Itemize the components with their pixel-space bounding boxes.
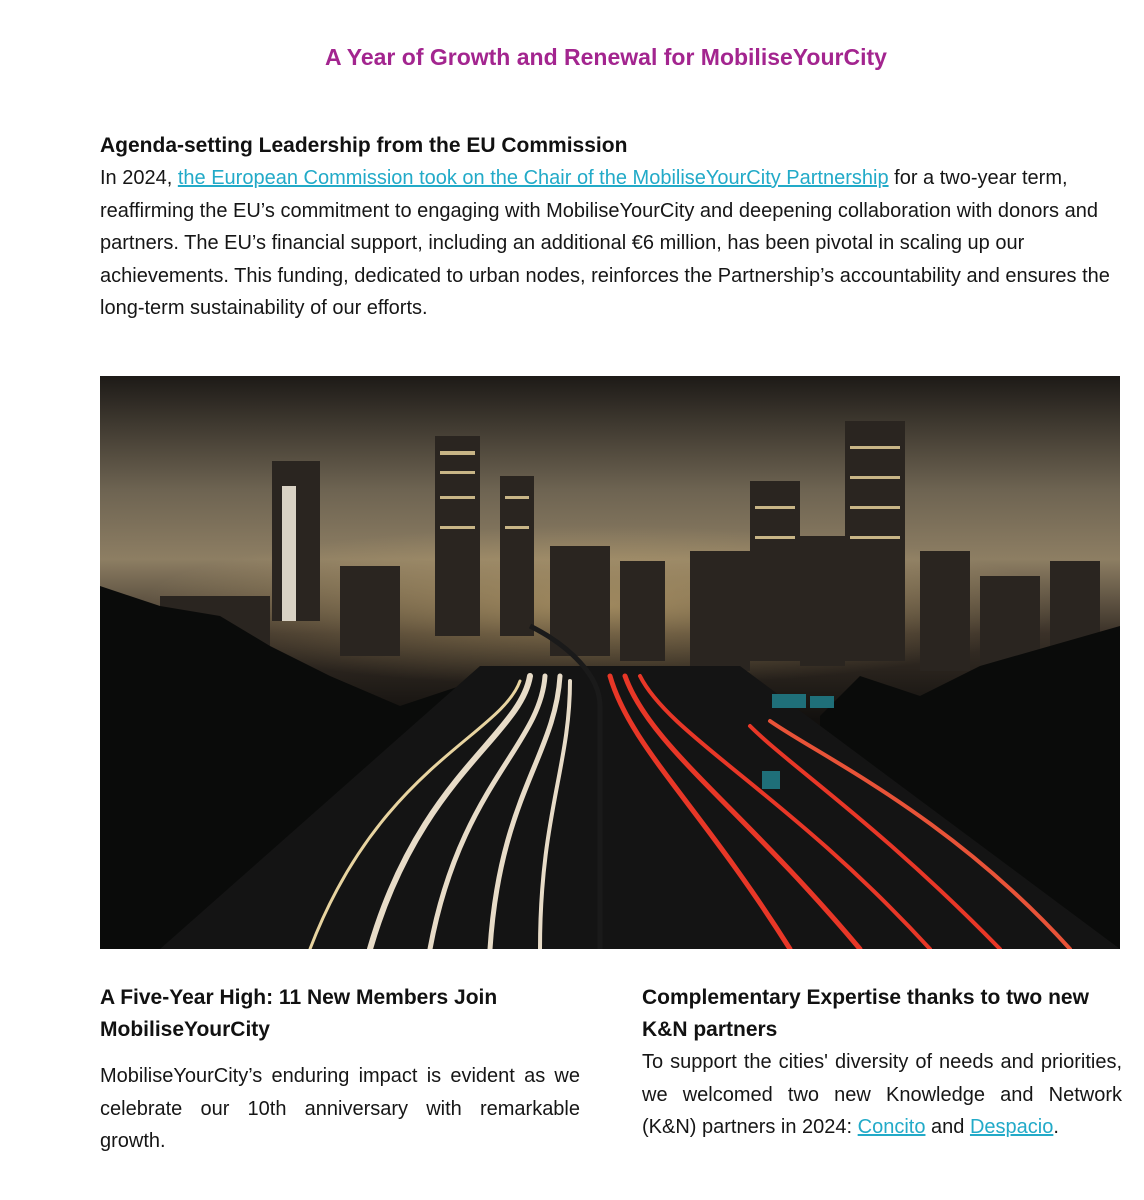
members-paragraph: MobiliseYourCity’s enduring impact is evident as we celebrate our 10th anniversary with remarkable growth. bbox=[100, 1065, 580, 1152]
leadership-intro: In 2024, bbox=[100, 167, 178, 189]
page-title: A Year of Growth and Renewal for MobiliseYourCity bbox=[325, 44, 887, 70]
partners-mid: and bbox=[925, 1116, 970, 1138]
members-heading: A Five-Year High: 11 New Members Join MobiliseYourCity bbox=[100, 986, 498, 1041]
leadership-body: for a two-year term, reaffirming the EU’s commitment to engaging with MobiliseYourCity and deepening collaboration with donors and partners. The EU’s financial support, including an additional €6 million, has been pivotal in scaling up our achievements. This funding, dedicated to urban nodes, reinforces the Partnership’s accountability and ensures the long-term sustainability of our efforts. bbox=[100, 167, 1110, 319]
partners-paragraph bbox=[642, 1046, 1122, 1144]
leadership-paragraph bbox=[100, 162, 1125, 325]
despacio-link[interactable]: Despacio bbox=[969, 1116, 1054, 1138]
eu-chair-link[interactable]: the European Commission took on the Chair of the MobiliseYourCity Partnership bbox=[177, 167, 889, 189]
members-section bbox=[100, 982, 580, 1158]
partners-heading: Complementary Expertise thanks to two new K&N partners bbox=[642, 986, 1089, 1041]
concito-link[interactable]: Concito bbox=[857, 1116, 926, 1138]
partners-section bbox=[642, 982, 1122, 1144]
leadership-heading: Agenda-setting Leadership from the EU Commission bbox=[100, 134, 628, 157]
partners-end: . bbox=[1053, 1116, 1059, 1138]
partners-body: To support the cities' diversity of needs and priorities, we welcomed two new Knowledge and Network (K&N) partners in 2024: bbox=[642, 1051, 1122, 1138]
leadership-section bbox=[100, 130, 1125, 325]
city-night-highway-photo bbox=[100, 376, 1120, 949]
